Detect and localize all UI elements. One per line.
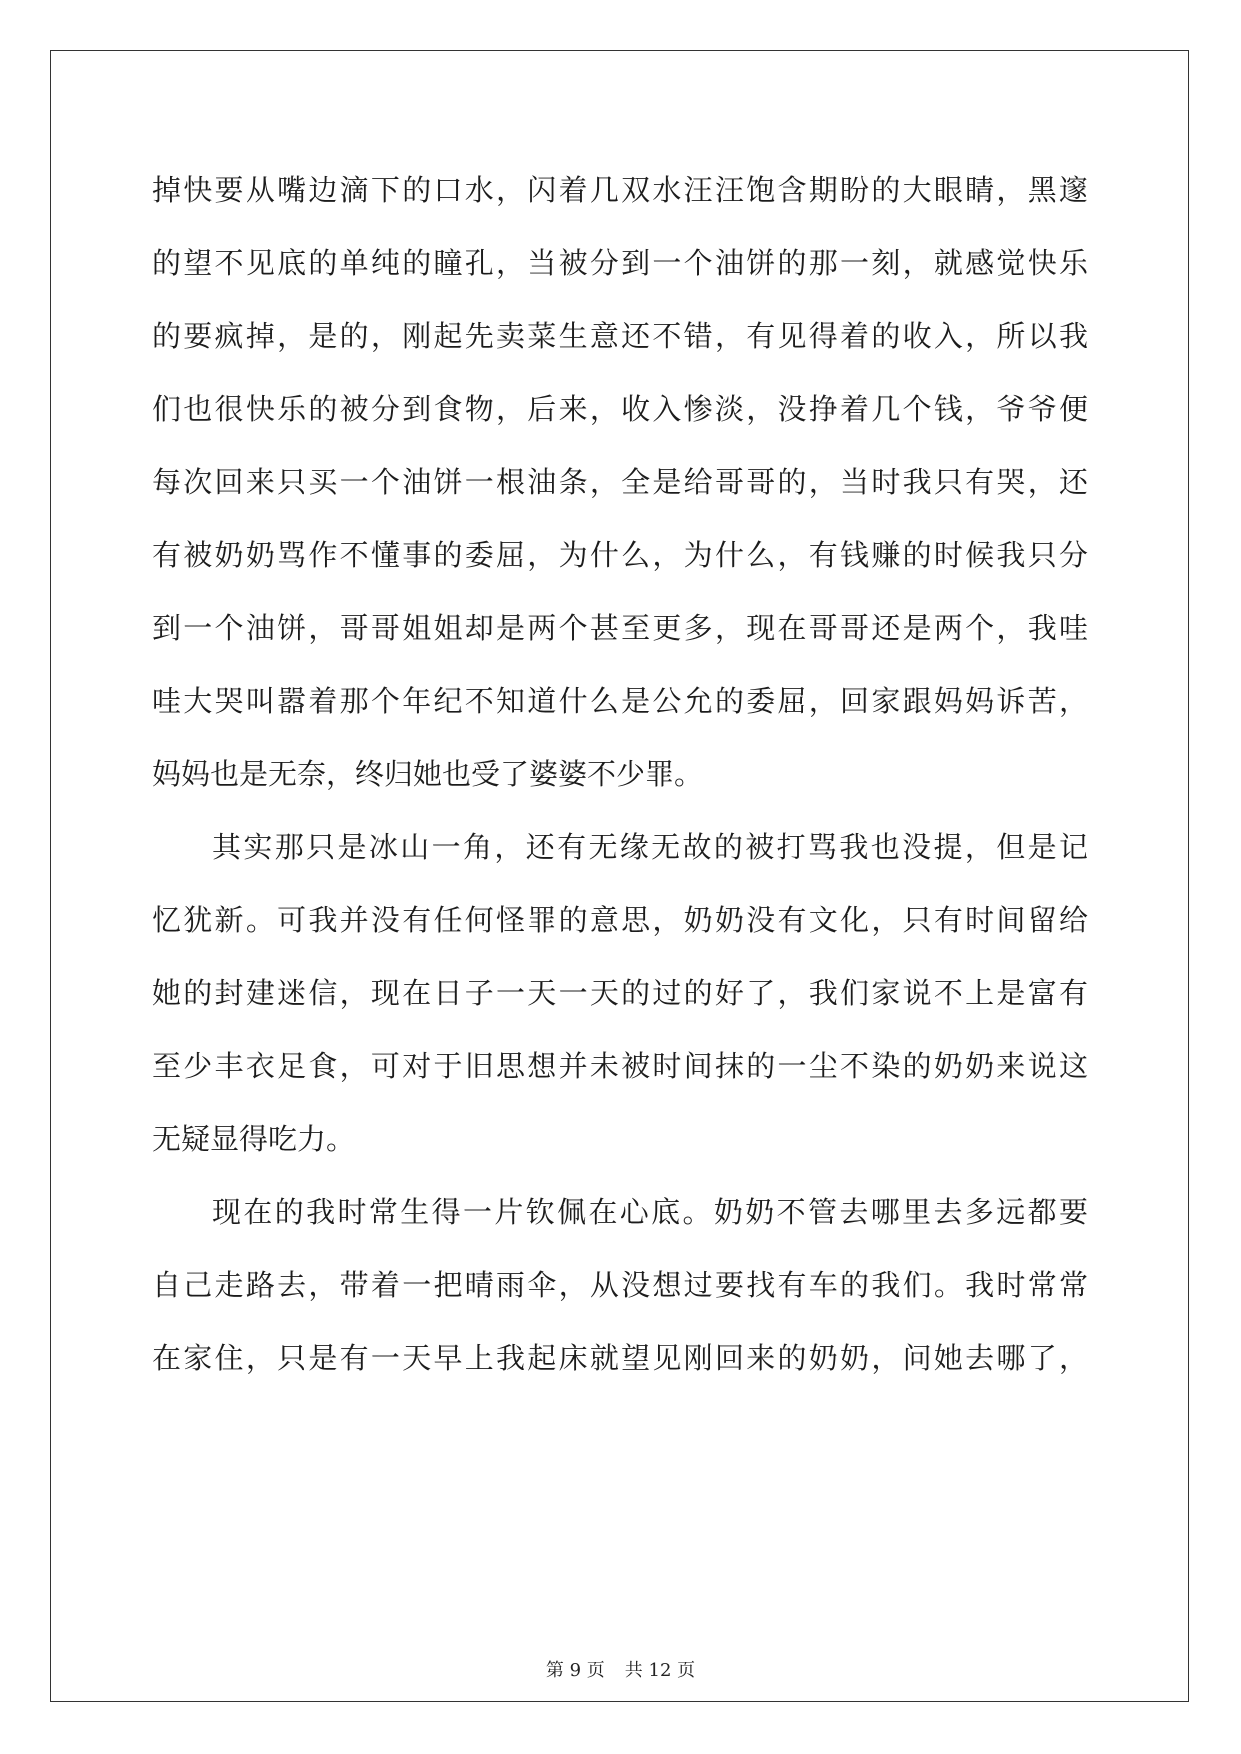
text-line-11: 忆犹新。可我并没有任何怪罪的意思，奶奶没有文化，只有时间留给 — [152, 903, 1088, 937]
text-line-10: 其实那只是冰山一角，还有无缘无故的被打骂我也没提，但是记 — [212, 830, 1088, 864]
text-line-17: 在家住，只是有一天早上我起床就望见刚回来的奶奶，问她去哪了， — [152, 1341, 1088, 1375]
text-line-7: 到一个油饼，哥哥姐姐却是两个甚至更多，现在哥哥还是两个，我哇 — [152, 611, 1088, 645]
page-total: 共 12 页 — [624, 1660, 696, 1681]
text-line-13: 至少丰衣足食，可对于旧思想并未被时间抹的一尘不染的奶奶来说这 — [152, 1049, 1088, 1083]
text-line-14: 无疑显得吃力。 — [152, 1122, 356, 1156]
text-line-3: 的要疯掉，是的，刚起先卖菜生意还不错，有见得着的收入，所以我 — [152, 319, 1088, 353]
page-number: 第 9 页 — [545, 1660, 605, 1681]
text-line-4: 们也很快乐的被分到食物，后来，收入惨淡，没挣着几个钱，爷爷便 — [152, 392, 1088, 426]
text-line-15: 现在的我时常生得一片钦佩在心底。奶奶不管去哪里去多远都要 — [212, 1195, 1088, 1229]
text-line-2: 的望不见底的单纯的瞳孔，当被分到一个油饼的那一刻，就感觉快乐 — [152, 246, 1088, 280]
text-line-12: 她的封建迷信，现在日子一天一天的过的好了，我们家说不上是富有 — [152, 976, 1088, 1010]
text-line-16: 自己走路去，带着一把晴雨伞，从没想过要找有车的我们。我时常常 — [152, 1268, 1088, 1302]
text-line-6: 有被奶奶骂作不懂事的委屈，为什么，为什么，有钱赚的时候我只分 — [152, 538, 1088, 572]
document-body — [152, 154, 1088, 1395]
text-line-9: 妈妈也是无奈，终归她也受了婆婆不少罪。 — [152, 757, 704, 791]
text-line-8: 哇大哭叫嚣着那个年纪不知道什么是公允的委屈，回家跟妈妈诉苦， — [152, 684, 1088, 718]
text-line-1: 掉快要从嘴边滴下的口水，闪着几双水汪汪饱含期盼的大眼睛，黑邃 — [152, 173, 1088, 207]
page-footer — [0, 1656, 1241, 1682]
text-line-5: 每次回来只买一个油饼一根油条，全是给哥哥的，当时我只有哭，还 — [152, 465, 1088, 499]
